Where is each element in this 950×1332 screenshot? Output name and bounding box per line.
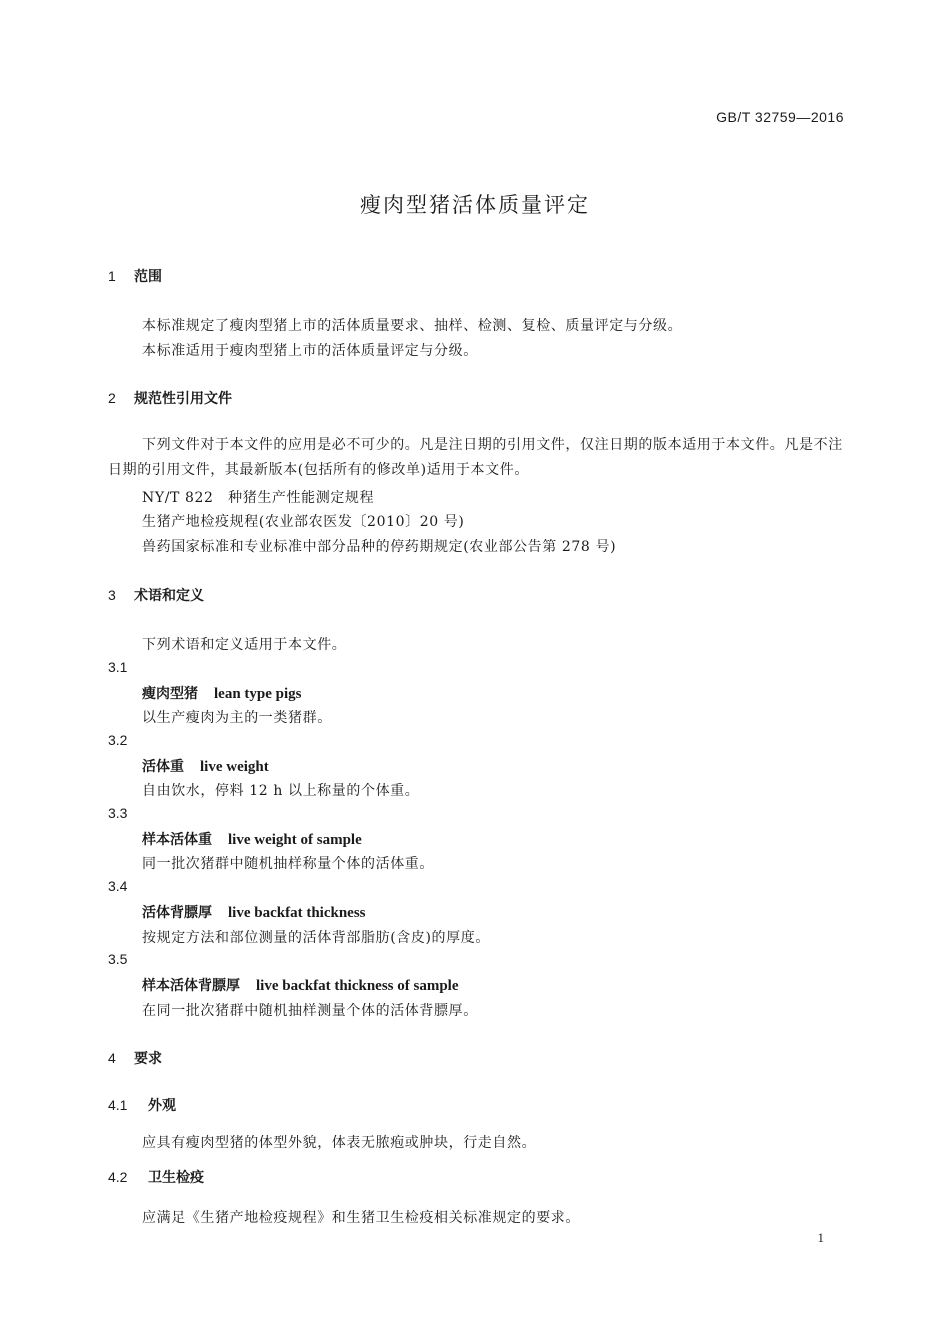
term-number: 3.1 xyxy=(108,659,128,675)
subsection-number: 4.1 xyxy=(108,1097,128,1113)
paragraph: 下列术语和定义适用于本文件。 xyxy=(142,637,347,653)
paragraph: 本标准规定了瘦肉型猪上市的活体质量要求、抽样、检测、复检、质量评定与分级。 xyxy=(142,318,683,334)
document-title: 瘦肉型猪活体质量评定 xyxy=(360,193,590,217)
reference-item: 生猪产地检疫规程(农业部农医发〔2010〕20 号) xyxy=(142,514,465,530)
subsection-title: 卫生检疫 xyxy=(148,1170,204,1186)
term-name: 活体重 xyxy=(142,759,184,775)
section-number: 1 xyxy=(108,268,116,284)
paragraph: 应满足《生猪产地检疫规程》和生猪卫生检疫相关标准规定的要求。 xyxy=(142,1210,580,1226)
term-number: 3.2 xyxy=(108,732,128,748)
section-2-heading xyxy=(108,388,232,408)
term-english: live weight xyxy=(200,759,269,775)
reference-item: 兽药国家标准和专业标准中部分品种的停药期规定(农业部公告第 278 号) xyxy=(142,539,617,555)
term-heading xyxy=(142,902,366,922)
term-english: lean type pigs xyxy=(214,686,302,702)
term-heading xyxy=(142,683,302,703)
section-4-heading xyxy=(108,1048,162,1068)
term-name: 样本活体重 xyxy=(142,832,212,848)
term-definition: 在同一批次猪群中随机抽样测量个体的活体背膘厚。 xyxy=(142,1003,478,1019)
paragraph: 本标准适用于瘦肉型猪上市的活体质量评定与分级。 xyxy=(142,343,478,359)
section-title: 要求 xyxy=(134,1051,162,1067)
section-title: 规范性引用文件 xyxy=(134,391,232,407)
term-heading xyxy=(142,756,269,776)
subsection-4-1-heading xyxy=(108,1095,176,1115)
subsection-number: 4.2 xyxy=(108,1169,128,1185)
section-3-heading xyxy=(108,585,204,605)
subsection-title: 外观 xyxy=(148,1098,176,1114)
section-number: 2 xyxy=(108,390,116,406)
section-1-heading xyxy=(108,266,162,286)
paragraph: 下列文件对于本文件的应用是必不可少的。凡是注日期的引用文件，仅注日期的版本适用于本文件。凡是不注日期的引用文件，其最新版本(包括所有的修改单)适用于本文件。 xyxy=(108,437,843,478)
section-number: 4 xyxy=(108,1050,116,1066)
term-heading xyxy=(142,829,362,849)
standard-code: GB/T 32759—2016 xyxy=(716,109,844,125)
term-english: live backfat thickness of sample xyxy=(256,978,459,994)
section-number: 3 xyxy=(108,587,116,603)
term-definition: 按规定方法和部位测量的活体背部脂肪(含皮)的厚度。 xyxy=(142,930,490,946)
term-number: 3.5 xyxy=(108,951,128,967)
term-definition: 同一批次猪群中随机抽样称量个体的活体重。 xyxy=(142,856,434,872)
term-number: 3.3 xyxy=(108,805,128,821)
reference-item: NY/T 822 种猪生产性能测定规程 xyxy=(142,490,375,506)
term-definition: 以生产瘦肉为主的一类猪群。 xyxy=(142,710,332,726)
section-title: 术语和定义 xyxy=(134,588,204,604)
term-number: 3.4 xyxy=(108,878,128,894)
subsection-4-2-heading xyxy=(108,1167,204,1187)
term-name: 瘦肉型猪 xyxy=(142,686,198,702)
term-name: 活体背膘厚 xyxy=(142,905,212,921)
term-english: live backfat thickness xyxy=(228,905,366,921)
term-name: 样本活体背膘厚 xyxy=(142,978,240,994)
page-number: 1 xyxy=(817,1230,824,1245)
term-definition: 自由饮水，停料 12 h 以上称量的个体重。 xyxy=(142,783,420,799)
term-english: live weight of sample xyxy=(228,832,362,848)
paragraph: 应具有瘦肉型猪的体型外貌，体表无脓疱或肿块，行走自然。 xyxy=(142,1135,537,1151)
term-heading xyxy=(142,975,459,995)
section-title: 范围 xyxy=(134,269,162,285)
